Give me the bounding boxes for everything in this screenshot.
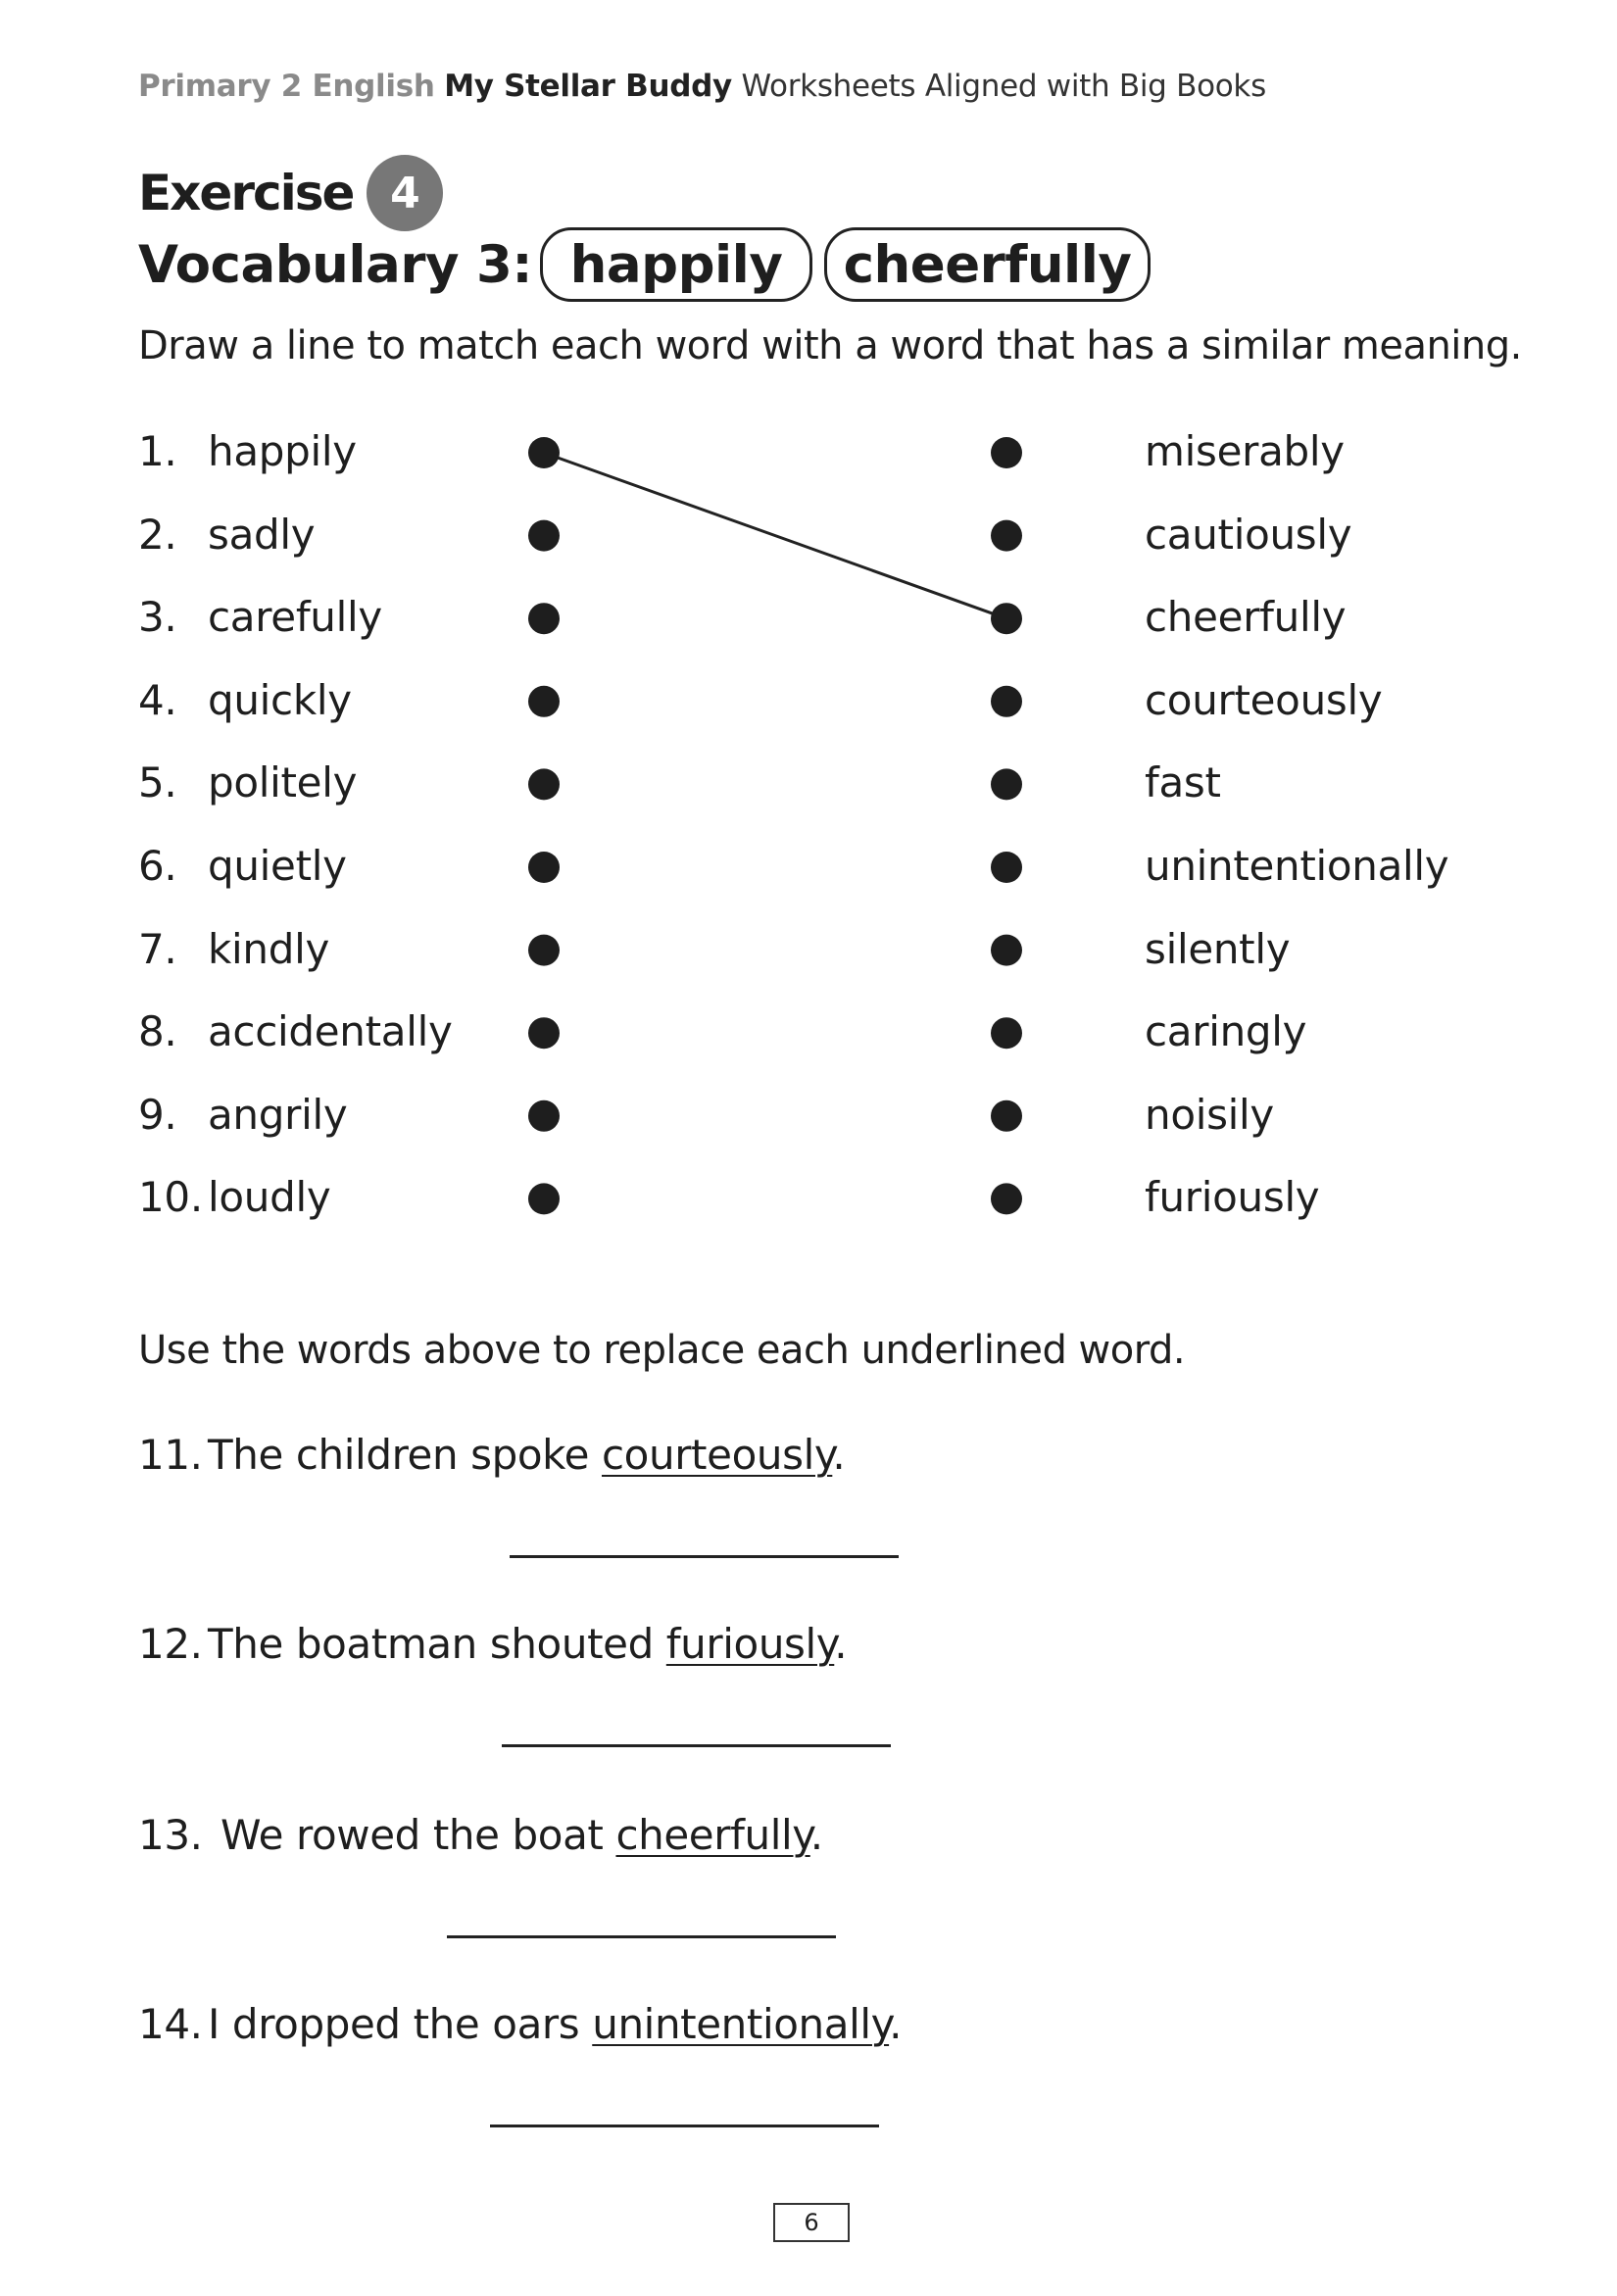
sentence-number: 14. (138, 2000, 203, 2048)
left-match-dot[interactable] (528, 852, 560, 883)
match-left-word: carefully (208, 593, 382, 642)
answer-blank-line[interactable] (490, 2125, 879, 2127)
page-number: 6 (773, 2203, 850, 2242)
match-right-word: cautiously (1145, 510, 1352, 559)
left-match-dot[interactable] (528, 686, 560, 717)
left-match-dot[interactable] (528, 437, 560, 468)
match-right-word: unintentionally (1145, 842, 1449, 890)
right-match-dot[interactable] (991, 1100, 1022, 1132)
replace-sentence (138, 1620, 847, 1668)
match-left-word: quickly (208, 675, 352, 724)
match-right-word: furiously (1145, 1173, 1320, 1222)
match-item-number: 1. (138, 427, 177, 475)
exercise-label: Exercise (138, 165, 354, 221)
match-right-word: caringly (1145, 1007, 1307, 1056)
match-left-word: accidentally (208, 1007, 453, 1056)
example-match-line (544, 453, 1006, 618)
match-item-number: 9. (138, 1090, 177, 1139)
match-left-word: politely (208, 758, 358, 807)
underlined-word: courteously (601, 1431, 833, 1479)
match-item-number: 6. (138, 842, 177, 890)
match-left-word: happily (208, 427, 357, 475)
right-match-dot[interactable] (991, 1017, 1022, 1049)
left-match-dot[interactable] (528, 1183, 560, 1214)
sentence-number: 11. (138, 1431, 203, 1479)
sentence-text: The boatman shouted (208, 1620, 666, 1668)
right-match-dot[interactable] (991, 852, 1022, 883)
match-right-word: noisily (1145, 1090, 1274, 1139)
match-instruction: Draw a line to match each word with a word that has a similar meaning. (138, 323, 1522, 368)
right-match-dot[interactable] (991, 686, 1022, 717)
right-match-dot[interactable] (991, 768, 1022, 800)
match-left-word: angrily (208, 1090, 348, 1139)
match-left-word: loudly (208, 1173, 331, 1222)
answer-blank-line[interactable] (510, 1555, 899, 1558)
match-right-word: courteously (1145, 675, 1383, 724)
replace-instruction: Use the words above to replace each underlined word. (138, 1328, 1186, 1373)
sentence-punctuation: . (809, 1811, 823, 1859)
underlined-word: furiously (665, 1620, 835, 1668)
match-right-word: silently (1145, 924, 1291, 973)
replace-sentence (138, 2000, 902, 2048)
exercise-number-badge: 4 (367, 155, 443, 231)
sentence-punctuation: . (832, 1431, 846, 1479)
match-right-word: fast (1145, 758, 1221, 807)
underlined-word: cheerfully (615, 1811, 810, 1859)
match-left-word: sadly (208, 510, 316, 559)
right-match-dot[interactable] (991, 603, 1022, 634)
answer-blank-line[interactable] (447, 1935, 836, 1938)
match-item-number: 8. (138, 1007, 177, 1056)
match-item-number: 5. (138, 758, 177, 807)
header-series: My Stellar Buddy (444, 69, 732, 104)
left-match-dot[interactable] (528, 935, 560, 966)
match-item-number: 4. (138, 675, 177, 724)
right-match-dot[interactable] (991, 935, 1022, 966)
left-match-dot[interactable] (528, 603, 560, 634)
sentence-punctuation: . (834, 1620, 848, 1668)
replace-sentence (138, 1431, 845, 1479)
sentence-number: 13. (138, 1811, 203, 1859)
right-match-dot[interactable] (991, 1183, 1022, 1214)
match-right-word: miserably (1145, 427, 1345, 475)
match-item-number: 3. (138, 593, 177, 642)
sentence-number: 12. (138, 1620, 203, 1668)
sentence-text: I dropped the oars (208, 2000, 593, 2048)
sentence-punctuation: . (889, 2000, 903, 2048)
sentence-text: The children spoke (208, 1431, 602, 1479)
vocabulary-word-pill: cheerfully (824, 227, 1151, 302)
left-match-dot[interactable] (528, 520, 560, 552)
match-item-number: 7. (138, 924, 177, 973)
match-left-word: quietly (208, 842, 347, 890)
replace-sentence (138, 1811, 823, 1859)
left-match-dot[interactable] (528, 768, 560, 800)
underlined-word: unintentionally (592, 2000, 890, 2048)
answer-blank-line[interactable] (502, 1744, 891, 1747)
right-match-dot[interactable] (991, 437, 1022, 468)
match-left-word: kindly (208, 924, 329, 973)
header-subtitle: Worksheets Aligned with Big Books (741, 69, 1266, 104)
sentence-text: We rowed the boat (208, 1811, 616, 1859)
header-grade: Primary 2 English (138, 69, 435, 104)
match-item-number: 2. (138, 510, 177, 559)
match-item-number: 10. (138, 1173, 203, 1222)
left-match-dot[interactable] (528, 1100, 560, 1132)
match-right-word: cheerfully (1145, 593, 1347, 642)
vocabulary-label: Vocabulary 3: (138, 234, 533, 295)
right-match-dot[interactable] (991, 520, 1022, 552)
left-match-dot[interactable] (528, 1017, 560, 1049)
vocabulary-word-pill: happily (540, 227, 812, 302)
